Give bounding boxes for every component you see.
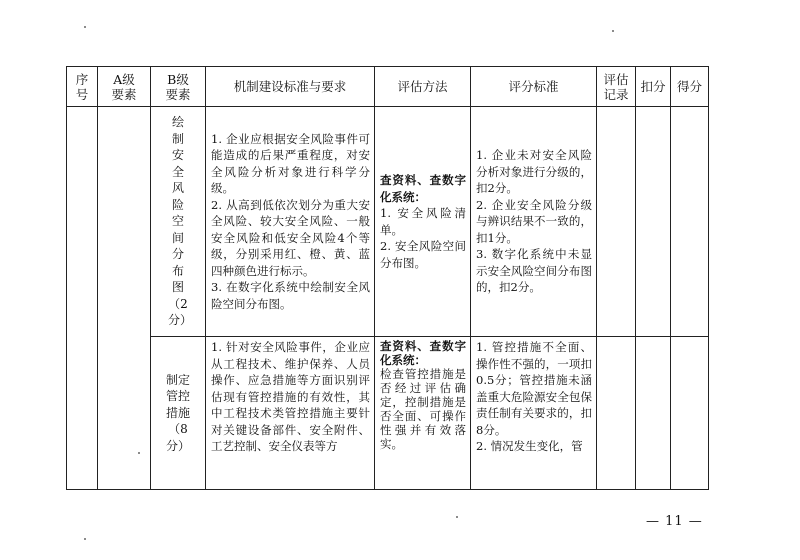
criteria-text: [471, 145, 596, 298]
standard-text: [206, 337, 374, 489]
level-b-cell: [151, 107, 206, 337]
seq-cell: [67, 107, 98, 490]
scan-speck: [456, 516, 458, 518]
header-record: 评估记录: [597, 67, 636, 107]
method-cell: [375, 107, 471, 337]
header-method: 评估方法: [375, 67, 471, 107]
header-deduct: 扣分: [636, 67, 671, 107]
standard-item: 2. 从高到低依次划分为重大安全风险、较大安全风险、一般安全风险和低安全风险4个等级，分别采用红、橙、黄、蓝四种颜色进行标示。: [211, 197, 370, 278]
score-cell: [671, 337, 709, 490]
method-text: [375, 337, 470, 489]
record-cell: [597, 107, 636, 337]
page-number: — 11 —: [646, 514, 703, 529]
standard-text: [206, 129, 374, 315]
criteria-text: [471, 337, 596, 489]
score-cell: [671, 107, 709, 337]
header-level-b: B级要素: [151, 67, 206, 107]
scan-speck: [612, 30, 614, 32]
record-cell: [597, 337, 636, 490]
header-level-a: A级要素: [98, 67, 151, 107]
method-heading: 查资料、查数字化系统：: [380, 339, 466, 367]
standard-cell: [206, 337, 375, 490]
method-item: 1. 安全风险清单。: [380, 206, 466, 237]
table-row: [67, 107, 709, 337]
level-a-cell: [98, 107, 151, 490]
scan-speck: [138, 452, 140, 454]
header-score: 得分: [671, 67, 709, 107]
standard-item: 1. 针对安全风险事件，企业应从工程技术、维护保养、人员操作、应急措施等方面识别评估现有管控措施的有效性，其中工程技术类管控措施主要针对关键设备部件、安全附件、工艺控制、安全仪表等方: [211, 340, 370, 453]
criteria-item: 1. 企业未对安全风险分析对象进行分级的，扣2分。: [476, 148, 592, 196]
header-criteria: 评分标准: [471, 67, 597, 107]
standard-cell: [206, 107, 375, 337]
scan-speck: [84, 26, 86, 28]
standard-item: 3. 在数字化系统中绘制安全风险空间分布图。: [211, 280, 370, 311]
criteria-cell: [471, 107, 597, 337]
scan-speck: [84, 538, 86, 540]
method-item: 检查管控措施是否经过评估确定，控制措施是否全面、可操作性强并有效落实。: [380, 367, 466, 451]
criteria-item: 3. 数字化系统中未显示安全风险空间分布图的，扣2分。: [476, 247, 592, 295]
deduct-cell: [636, 337, 671, 490]
method-cell: [375, 337, 471, 490]
header-standard: 机制建设标准与要求: [206, 67, 375, 107]
deduct-cell: [636, 107, 671, 337]
level-b-cell: [151, 337, 206, 490]
method-item: 2. 安全风险空间分布图。: [380, 239, 466, 270]
method-text: [375, 170, 470, 273]
table-header-row: [67, 67, 709, 107]
method-heading: 查资料、查数字化系统：: [380, 173, 466, 204]
header-seq: 序号: [67, 67, 98, 107]
criteria-cell: [471, 337, 597, 490]
criteria-item: 2. 情况发生变化，管: [476, 439, 583, 453]
criteria-item: 1. 管控措施不全面、操作性不强的，一项扣0.5分；管控措施未涵盖重大危险源安全包保责任制有关要求的，扣8分。: [476, 340, 592, 437]
level-b-label: 绘制安全风险空间分布图（2分）: [168, 115, 193, 328]
table-row: [67, 337, 709, 490]
level-b-label: 制定管控措施（8分）: [165, 372, 190, 453]
standard-item: 1. 企业应根据安全风险事件可能造成的后果严重程度，对安全风险分析对象进行科学分级。: [211, 131, 370, 196]
criteria-item: 2. 企业安全风险分级与辨识结果不一致的，扣1分。: [476, 197, 592, 245]
evaluation-table: [66, 66, 709, 490]
